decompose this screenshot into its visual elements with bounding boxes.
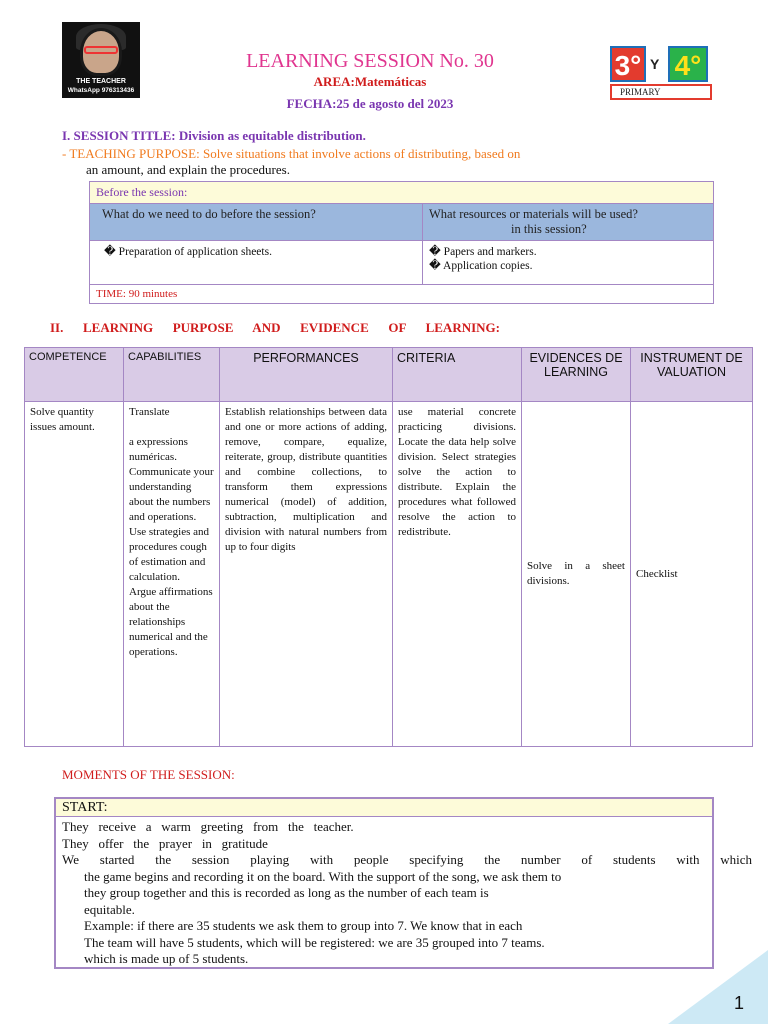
header-criteria: CRITERIA [393,348,522,402]
learning-purpose-table [24,347,753,747]
logo-name: THE TEACHER [76,78,126,85]
teaching-purpose: - TEACHING PURPOSE: Solve situations that involve actions of distributing, based on [62,146,521,161]
start-line: Example: if there are 35 students we ask them to group into 7. We know that in each [84,918,523,933]
logo-whatsapp: WhatsApp 976313436 [67,87,135,94]
page-corner-decoration [668,950,768,1024]
before-col1-item: � Preparation of application sheets. [90,241,423,285]
start-line: The team will have 5 students, which will be registered: we are 35 grouped into 7 teams. [84,934,545,950]
before-session-table [89,181,714,304]
header-performances: PERFORMANCES [220,348,393,402]
header-evidences: EVIDENCES DE LEARNING [522,348,631,402]
start-line: the game begins and recording it on the board. With the support of the song, we ask them to [84,868,562,884]
page-number: 1 [734,993,745,1013]
before-col2-items: � Papers and markers. � Application copies. [423,241,714,285]
grade-badge [610,42,712,100]
start-line: equitable. [84,901,135,917]
before-session-heading: Before the session: [90,182,714,204]
session-title: LEARNING SESSION No. 30 [246,50,494,72]
grade-four: 4° [668,46,708,82]
teacher-logo [62,22,140,98]
cell-competence: Solve quantity issues amount. [25,402,124,747]
header-competence: COMPETENCE [25,348,124,402]
before-col1-header: What do we need to do before the session? [90,204,423,241]
area-label: AREA:Matemáticas [313,74,427,89]
start-line: We started the session playing with people specifying the number of students with which [62,852,752,867]
start-line: they group together and this is recorded as long as the number of each team is [84,885,489,900]
cell-evidences: Solve in a sheet divisions. [522,402,631,747]
grade-y: Y [650,56,660,72]
before-col2-header: What resources or materials will be used? in this session? [423,204,714,241]
moments-label: MOMENTS OF THE SESSION: [62,767,235,782]
header-instrument: INSTRUMENT DE VALUATION [631,348,753,402]
session-time: TIME: 90 minutes [90,285,714,304]
start-text [62,819,752,968]
cell-instrument: Checklist [631,402,753,747]
date-label: FECHA:25 de agosto del 2023 [286,96,454,111]
section1-title: I. SESSION TITLE: Division as equitable distribution. [62,128,366,143]
cell-performances: Establish relationships between data and one or more actions of adding, remove, compare, equalize, reiterate, group, distribute quantities and combine collections, to transform them expressions numerical (model) of addition, subtraction, multiplication and division with natural numbers from up to four digits [220,402,393,747]
teaching-purpose-cont: an amount, and explain the procedures. [86,162,290,177]
header-capabilities: CAPABILITIES [124,348,220,402]
grade-level: PRIMARY [610,84,712,100]
start-line: which is made up of 5 students. [84,951,249,966]
start-line: They receive a warm greeting from the teacher. [62,819,354,834]
cell-capabilities: Translate a expressions numéricas. Communicate your understanding about the numbers and operations. Use strategies and procedures cough of estimation and calculation. Argue affirmations about the relationships numerical and the operations. [124,402,220,747]
section2-title: II. LEARNING PURPOSE AND EVIDENCE OF LEARNING: [50,320,500,335]
logo-glasses-shape [84,46,118,54]
start-line: They offer the prayer in gratitude [62,835,268,851]
cell-criteria: use material concrete practicing divisions. Locate the data help solve division. Select strategies solve the action to distribute. Explain the procedures what followed resolve the action to redistribute. [393,402,522,747]
start-heading: START: [56,799,712,817]
grade-three: 3° [610,46,646,82]
